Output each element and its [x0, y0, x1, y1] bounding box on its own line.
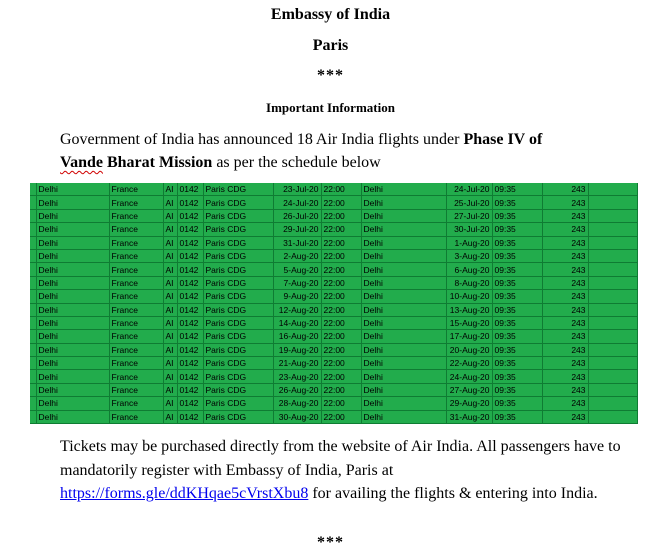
- origin-cell: Delhi: [36, 183, 109, 196]
- arrival-time-cell: 09:35: [492, 290, 542, 303]
- origin-cell: Delhi: [36, 249, 109, 262]
- arrival-city-cell: Delhi: [361, 330, 446, 343]
- table-row: [30, 343, 637, 356]
- arrival-city-cell: Delhi: [361, 209, 446, 222]
- departure-date-cell: 7-Aug-20: [273, 276, 321, 289]
- flight-number-cell: 0142: [177, 316, 203, 329]
- flight-number-cell: 0142: [177, 276, 203, 289]
- seats-cell: 243: [542, 263, 588, 276]
- arrival-time-cell: 09:35: [492, 183, 542, 196]
- destination-cell: Paris CDG: [203, 209, 273, 222]
- country-cell: France: [109, 316, 163, 329]
- departure-time-cell: 22:00: [321, 209, 361, 222]
- arrival-time-cell: 09:35: [492, 276, 542, 289]
- arrival-time-cell: 09:35: [492, 410, 542, 423]
- departure-date-cell: 12-Aug-20: [273, 303, 321, 316]
- arrival-city-cell: Delhi: [361, 236, 446, 249]
- arrival-city-cell: Delhi: [361, 263, 446, 276]
- table-row: [30, 383, 637, 396]
- origin-cell: Delhi: [36, 263, 109, 276]
- arrival-date-cell: 3-Aug-20: [446, 249, 492, 262]
- airline-cell: AI: [163, 397, 177, 410]
- flight-number-cell: 0142: [177, 196, 203, 209]
- table-row: [30, 357, 637, 370]
- table-row: [30, 276, 637, 289]
- country-cell: France: [109, 249, 163, 262]
- destination-cell: Paris CDG: [203, 183, 273, 196]
- country-cell: France: [109, 263, 163, 276]
- footer-separator: ***: [317, 534, 344, 551]
- airline-cell: AI: [163, 370, 177, 383]
- arrival-city-cell: Delhi: [361, 343, 446, 356]
- origin-cell: Delhi: [36, 276, 109, 289]
- trailing-empty-cell: [588, 249, 637, 262]
- departure-time-cell: 22:00: [321, 263, 361, 276]
- departure-date-cell: 29-Jul-20: [273, 223, 321, 236]
- origin-cell: Delhi: [36, 370, 109, 383]
- trailing-empty-cell: [588, 383, 637, 396]
- departure-date-cell: 30-Aug-20: [273, 410, 321, 423]
- departure-time-cell: 22:00: [321, 183, 361, 196]
- departure-date-cell: 19-Aug-20: [273, 343, 321, 356]
- seats-cell: 243: [542, 196, 588, 209]
- departure-date-cell: 23-Jul-20: [273, 183, 321, 196]
- departure-date-cell: 16-Aug-20: [273, 330, 321, 343]
- country-cell: France: [109, 343, 163, 356]
- departure-time-cell: 22:00: [321, 196, 361, 209]
- destination-cell: Paris CDG: [203, 357, 273, 370]
- table-row: [30, 236, 637, 249]
- country-cell: France: [109, 357, 163, 370]
- flight-number-cell: 0142: [177, 290, 203, 303]
- destination-cell: Paris CDG: [203, 316, 273, 329]
- arrival-time-cell: 09:35: [492, 357, 542, 370]
- table-row: [30, 290, 637, 303]
- arrival-city-cell: Delhi: [361, 370, 446, 383]
- arrival-date-cell: 24-Aug-20: [446, 370, 492, 383]
- country-cell: France: [109, 196, 163, 209]
- flight-rows: [30, 183, 637, 424]
- airline-cell: AI: [163, 290, 177, 303]
- departure-date-cell: 23-Aug-20: [273, 370, 321, 383]
- arrival-time-cell: 09:35: [492, 330, 542, 343]
- flight-number-cell: 0142: [177, 209, 203, 222]
- embassy-title: Embassy of India: [270, 6, 391, 23]
- country-cell: France: [109, 209, 163, 222]
- airline-cell: AI: [163, 183, 177, 196]
- seats-cell: 243: [542, 249, 588, 262]
- seats-cell: 243: [542, 357, 588, 370]
- airline-cell: AI: [163, 330, 177, 343]
- departure-time-cell: 22:00: [321, 223, 361, 236]
- trailing-empty-cell: [588, 276, 637, 289]
- country-cell: France: [109, 383, 163, 396]
- seats-cell: 243: [542, 303, 588, 316]
- origin-cell: Delhi: [36, 343, 109, 356]
- trailing-empty-cell: [588, 343, 637, 356]
- important-information-heading: Important Information: [266, 100, 395, 115]
- airline-cell: AI: [163, 357, 177, 370]
- trailing-empty-cell: [588, 236, 637, 249]
- header-separator: ***: [317, 67, 344, 84]
- table-row: [30, 303, 637, 316]
- arrival-city-cell: Delhi: [361, 183, 446, 196]
- intro-text-after: as per the schedule below: [212, 154, 381, 171]
- country-cell: France: [109, 370, 163, 383]
- destination-cell: Paris CDG: [203, 410, 273, 423]
- flight-number-cell: 0142: [177, 343, 203, 356]
- flight-number-cell: 0142: [177, 410, 203, 423]
- trailing-empty-cell: [588, 303, 637, 316]
- table-row: [30, 263, 637, 276]
- airline-cell: AI: [163, 316, 177, 329]
- departure-time-cell: 22:00: [321, 383, 361, 396]
- airline-cell: AI: [163, 343, 177, 356]
- airline-cell: AI: [163, 196, 177, 209]
- arrival-city-cell: Delhi: [361, 397, 446, 410]
- arrival-date-cell: 24-Jul-20: [446, 183, 492, 196]
- departure-date-cell: 26-Aug-20: [273, 383, 321, 396]
- seats-cell: 243: [542, 276, 588, 289]
- intro-paragraph: [60, 128, 640, 174]
- intro-bold-vande: Vande: [60, 154, 103, 171]
- arrival-time-cell: 09:35: [492, 223, 542, 236]
- arrival-city-cell: Delhi: [361, 249, 446, 262]
- departure-time-cell: 22:00: [321, 303, 361, 316]
- seats-cell: 243: [542, 290, 588, 303]
- arrival-date-cell: 6-Aug-20: [446, 263, 492, 276]
- flight-number-cell: 0142: [177, 303, 203, 316]
- origin-cell: Delhi: [36, 236, 109, 249]
- seats-cell: 243: [542, 330, 588, 343]
- seats-cell: 243: [542, 183, 588, 196]
- flight-schedule-table: [30, 183, 638, 424]
- departure-time-cell: 22:00: [321, 330, 361, 343]
- arrival-city-cell: Delhi: [361, 383, 446, 396]
- intro-bold-part3: Bharat Mission: [102, 154, 213, 171]
- tickets-text-after: for availing the flights & entering into India.: [308, 485, 598, 502]
- trailing-empty-cell: [588, 357, 637, 370]
- destination-cell: Paris CDG: [203, 290, 273, 303]
- trailing-empty-cell: [588, 330, 637, 343]
- destination-cell: Paris CDG: [203, 370, 273, 383]
- departure-date-cell: 5-Aug-20: [273, 263, 321, 276]
- arrival-time-cell: 09:35: [492, 209, 542, 222]
- arrival-date-cell: 10-Aug-20: [446, 290, 492, 303]
- origin-cell: Delhi: [36, 209, 109, 222]
- departure-time-cell: 22:00: [321, 397, 361, 410]
- departure-date-cell: 28-Aug-20: [273, 397, 321, 410]
- table-row: [30, 316, 637, 329]
- arrival-city-cell: Delhi: [361, 223, 446, 236]
- arrival-time-cell: 09:35: [492, 383, 542, 396]
- origin-cell: Delhi: [36, 196, 109, 209]
- arrival-date-cell: 1-Aug-20: [446, 236, 492, 249]
- seats-cell: 243: [542, 343, 588, 356]
- table-row: [30, 196, 637, 209]
- table-row: [30, 223, 637, 236]
- departure-date-cell: 2-Aug-20: [273, 249, 321, 262]
- departure-time-cell: 22:00: [321, 276, 361, 289]
- table-row: [30, 370, 637, 383]
- departure-time-cell: 22:00: [321, 236, 361, 249]
- airline-cell: AI: [163, 276, 177, 289]
- country-cell: France: [109, 397, 163, 410]
- departure-time-cell: 22:00: [321, 316, 361, 329]
- airline-cell: AI: [163, 410, 177, 423]
- airline-cell: AI: [163, 249, 177, 262]
- arrival-time-cell: 09:35: [492, 196, 542, 209]
- flight-number-cell: 0142: [177, 223, 203, 236]
- departure-date-cell: 14-Aug-20: [273, 316, 321, 329]
- destination-cell: Paris CDG: [203, 223, 273, 236]
- arrival-city-cell: Delhi: [361, 196, 446, 209]
- flight-number-cell: 0142: [177, 330, 203, 343]
- trailing-empty-cell: [588, 290, 637, 303]
- table-row: [30, 410, 637, 423]
- seats-cell: 243: [542, 236, 588, 249]
- arrival-date-cell: 30-Jul-20: [446, 223, 492, 236]
- seats-cell: 243: [542, 223, 588, 236]
- origin-cell: Delhi: [36, 316, 109, 329]
- arrival-date-cell: 17-Aug-20: [446, 330, 492, 343]
- trailing-empty-cell: [588, 370, 637, 383]
- table-row: [30, 183, 637, 196]
- arrival-date-cell: 15-Aug-20: [446, 316, 492, 329]
- origin-cell: Delhi: [36, 223, 109, 236]
- country-cell: France: [109, 276, 163, 289]
- flight-number-cell: 0142: [177, 370, 203, 383]
- flight-number-cell: 0142: [177, 397, 203, 410]
- destination-cell: Paris CDG: [203, 303, 273, 316]
- airline-cell: AI: [163, 236, 177, 249]
- flight-number-cell: 0142: [177, 236, 203, 249]
- origin-cell: Delhi: [36, 397, 109, 410]
- country-cell: France: [109, 410, 163, 423]
- tickets-paragraph: [60, 435, 640, 506]
- departure-time-cell: 22:00: [321, 343, 361, 356]
- origin-cell: Delhi: [36, 410, 109, 423]
- trailing-empty-cell: [588, 316, 637, 329]
- table-row: [30, 397, 637, 410]
- arrival-date-cell: 25-Jul-20: [446, 196, 492, 209]
- table-row: [30, 330, 637, 343]
- origin-cell: Delhi: [36, 383, 109, 396]
- arrival-time-cell: 09:35: [492, 397, 542, 410]
- country-cell: France: [109, 330, 163, 343]
- airline-cell: AI: [163, 383, 177, 396]
- arrival-city-cell: Delhi: [361, 290, 446, 303]
- arrival-date-cell: 20-Aug-20: [446, 343, 492, 356]
- destination-cell: Paris CDG: [203, 236, 273, 249]
- arrival-time-cell: 09:35: [492, 303, 542, 316]
- destination-cell: Paris CDG: [203, 397, 273, 410]
- trailing-empty-cell: [588, 263, 637, 276]
- arrival-time-cell: 09:35: [492, 343, 542, 356]
- airline-cell: AI: [163, 223, 177, 236]
- departure-time-cell: 22:00: [321, 249, 361, 262]
- table-row: [30, 249, 637, 262]
- seats-cell: 243: [542, 370, 588, 383]
- destination-cell: Paris CDG: [203, 343, 273, 356]
- arrival-city-cell: Delhi: [361, 410, 446, 423]
- intro-text-before: Government of India has announced 18 Air India flights under: [60, 131, 464, 148]
- country-cell: France: [109, 183, 163, 196]
- arrival-time-cell: 09:35: [492, 316, 542, 329]
- seats-cell: 243: [542, 209, 588, 222]
- arrival-city-cell: Delhi: [361, 303, 446, 316]
- table-row: [30, 209, 637, 222]
- destination-cell: Paris CDG: [203, 276, 273, 289]
- departure-date-cell: 9-Aug-20: [273, 290, 321, 303]
- seats-cell: 243: [542, 383, 588, 396]
- seats-cell: 243: [542, 316, 588, 329]
- arrival-date-cell: 31-Aug-20: [446, 410, 492, 423]
- destination-cell: Paris CDG: [203, 383, 273, 396]
- destination-cell: Paris CDG: [203, 263, 273, 276]
- seats-cell: 243: [542, 397, 588, 410]
- arrival-date-cell: 27-Aug-20: [446, 383, 492, 396]
- departure-date-cell: 24-Jul-20: [273, 196, 321, 209]
- origin-cell: Delhi: [36, 357, 109, 370]
- destination-cell: Paris CDG: [203, 249, 273, 262]
- trailing-empty-cell: [588, 397, 637, 410]
- arrival-time-cell: 09:35: [492, 249, 542, 262]
- seats-cell: 243: [542, 410, 588, 423]
- country-cell: France: [109, 236, 163, 249]
- arrival-time-cell: 09:35: [492, 370, 542, 383]
- arrival-date-cell: 8-Aug-20: [446, 276, 492, 289]
- arrival-date-cell: 13-Aug-20: [446, 303, 492, 316]
- registration-form-link[interactable]: https://forms.gle/ddKHqae5cVrstXbu8: [60, 485, 309, 502]
- arrival-city-cell: Delhi: [361, 276, 446, 289]
- origin-cell: Delhi: [36, 330, 109, 343]
- trailing-empty-cell: [588, 410, 637, 423]
- tickets-text: Tickets may be purchased directly from the website of Air India. All passengers have to mandatorily register with Embassy of India, Paris at: [60, 438, 621, 479]
- airline-cell: AI: [163, 209, 177, 222]
- departure-time-cell: 22:00: [321, 357, 361, 370]
- origin-cell: Delhi: [36, 303, 109, 316]
- flight-number-cell: 0142: [177, 383, 203, 396]
- departure-date-cell: 26-Jul-20: [273, 209, 321, 222]
- destination-cell: Paris CDG: [203, 196, 273, 209]
- origin-cell: Delhi: [36, 290, 109, 303]
- country-cell: France: [109, 223, 163, 236]
- country-cell: France: [109, 303, 163, 316]
- arrival-city-cell: Delhi: [361, 316, 446, 329]
- trailing-empty-cell: [588, 209, 637, 222]
- trailing-empty-cell: [588, 183, 637, 196]
- city-heading: Paris: [312, 37, 349, 54]
- departure-time-cell: 22:00: [321, 290, 361, 303]
- flight-number-cell: 0142: [177, 263, 203, 276]
- flight-number-cell: 0142: [177, 249, 203, 262]
- arrival-date-cell: 27-Jul-20: [446, 209, 492, 222]
- destination-cell: Paris CDG: [203, 330, 273, 343]
- airline-cell: AI: [163, 303, 177, 316]
- arrival-time-cell: 09:35: [492, 236, 542, 249]
- arrival-city-cell: Delhi: [361, 357, 446, 370]
- departure-time-cell: 22:00: [321, 410, 361, 423]
- departure-date-cell: 31-Jul-20: [273, 236, 321, 249]
- trailing-empty-cell: [588, 196, 637, 209]
- arrival-date-cell: 29-Aug-20: [446, 397, 492, 410]
- arrival-time-cell: 09:35: [492, 263, 542, 276]
- arrival-date-cell: 22-Aug-20: [446, 357, 492, 370]
- intro-bold-part1: Phase IV of: [463, 131, 543, 148]
- flight-number-cell: 0142: [177, 183, 203, 196]
- trailing-empty-cell: [588, 223, 637, 236]
- flight-number-cell: 0142: [177, 357, 203, 370]
- departure-date-cell: 21-Aug-20: [273, 357, 321, 370]
- airline-cell: AI: [163, 263, 177, 276]
- departure-time-cell: 22:00: [321, 370, 361, 383]
- country-cell: France: [109, 290, 163, 303]
